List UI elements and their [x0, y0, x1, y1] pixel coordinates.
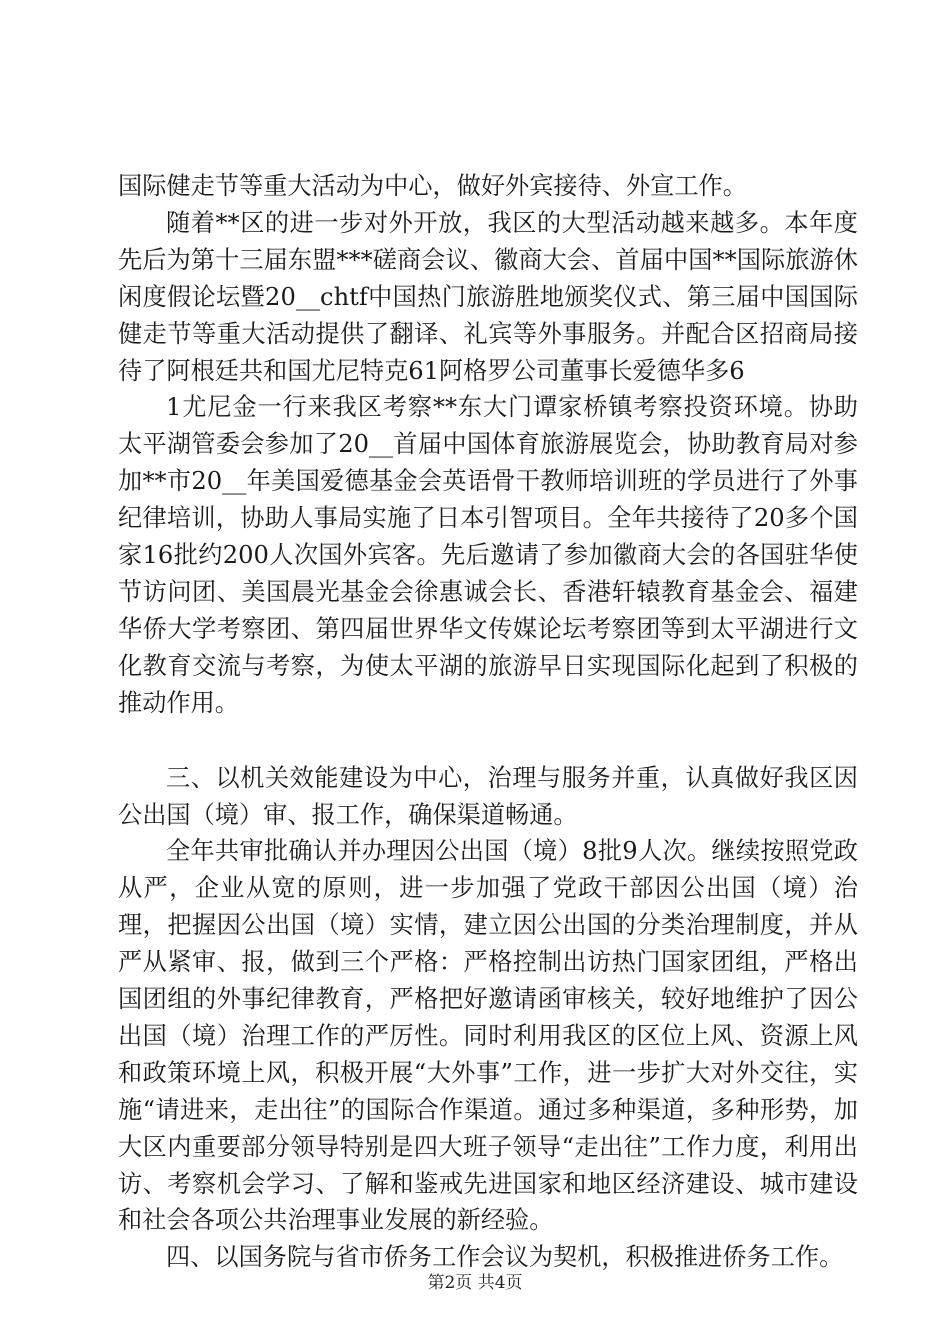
paragraph-foreign-guests: 1尤尼金一行来我区考察**东大门谭家桥镇考察投资环境。协助太平湖管委会参加了20__首届中国体育旅游展览会，协助教育局对参加**市20__年美国爱德基金会英语骨干教师培训班的学员进行了外事纪律培训，协助人事局实施了日本引智项目。全年共接待了20多个国家16批约200人次国外宾客。先后邀请了参加徽商大会的各国驻华使节访问团、美国晨光基金会徐惠诚会长、香港轩辕教育基金会、福建华侨大学考察团、第四届世界华文传媒论坛考察团等到太平湖进行文化教育交流与考察，为使太平湖的旅游早日实现国际化起到了积极的推动作用。 — [118, 393, 858, 717]
section-heading-three: 三、以机关效能建设为中心，治理与服务并重，认真做好我区因公出国（境）审、报工作，确保渠道畅通。 — [118, 763, 858, 829]
page-number-footer: 第2页 共4页 — [427, 1273, 523, 1293]
document-body — [118, 168, 858, 1276]
paragraph-large-events: 随着**区的进一步对外开放，我区的大型活动越来越多。本年度先后为第十三届东盟***磋商会议、徽商大会、首届中国**国际旅游休闲度假论坛暨20__chtf中国热门旅游胜地颁奖仪式、第三届中国国际健走节等重大活动提供了翻译、礼宾等外事服务。并配合区招商局接待了阿根廷共和国尤尼特克61阿格罗公司董事长爱德华多6 — [118, 208, 858, 385]
section-heading-four: 四、以国务院与省市侨务工作会议为契机，积极推进侨务工作。 — [166, 1243, 844, 1272]
paragraph-continuation: 国际健走节等重大活动为中心，做好外宾接待、外宣工作。 — [118, 172, 747, 200]
paragraph-outbound-approval: 全年共审批确认并办理因公出国（境）8批9人次。继续按照党政从严，企业从宽的原则，进一步加强了党政干部因公出国（境）治理，把握因公出国（境）实情，建立因公出国的分类治理制度，并从严从紧审、报，做到三个严格：严格控制出访热门国家团组，严格出国团组的外事纪律教育，严格把好邀请函审核关，较好地维护了因公出国（境）治理工作的严厉性。同时利用我区的区位上风、资源上风和政策环境上风，积极开展“大外事”工作，进一步扩大对外交往，实施“请进来，走出往”的国际合作渠道。通过多种渠道，多种形势，加大区内重要部分领导特别是四大班子领导“走出往”工作力度，利用出访、考察机会学习、了解和鉴戒先进国家和地区经济建设、城市建设和社会各项公共治理事业发展的新经验。 — [118, 837, 858, 1235]
paragraph-gap — [118, 722, 858, 760]
